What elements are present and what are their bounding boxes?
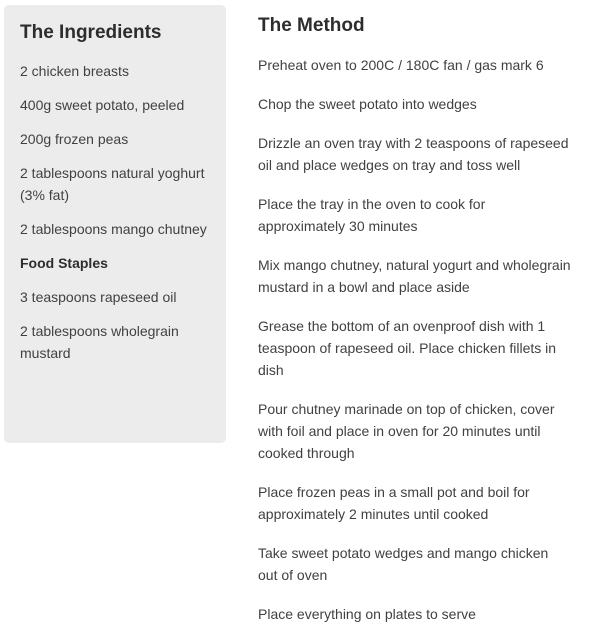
ingredients-panel xyxy=(4,5,226,443)
ingredient-item: 400g sweet potato, peeled xyxy=(20,97,185,113)
ingredient-item: 2 tablespoons mango chutney xyxy=(20,221,207,237)
method-step: Place everything on plates to serve xyxy=(258,606,476,622)
ingredients-list xyxy=(20,60,210,240)
method-section xyxy=(258,13,571,625)
food-staples-list xyxy=(20,286,210,364)
method-steps-list xyxy=(258,54,571,625)
ingredient-item: 2 chicken breasts xyxy=(20,63,129,79)
method-step: Preheat oven to 200C / 180C fan / gas mark 6 xyxy=(258,57,544,73)
method-step: Mix mango chutney, natural yogurt and wholegrain mustard in a bowl and place aside xyxy=(258,257,571,295)
method-step: Chop the sweet potato into wedges xyxy=(258,96,477,112)
method-step: Drizzle an oven tray with 2 teaspoons of rapeseed oil and place wedges on tray and toss well xyxy=(258,135,569,173)
method-step: Take sweet potato wedges and mango chicken out of oven xyxy=(258,545,549,583)
method-step: Grease the bottom of an ovenproof dish with 1 teaspoon of rapeseed oil. Place chicken fillets in dish xyxy=(258,318,557,378)
ingredient-item: 200g frozen peas xyxy=(20,131,129,147)
staple-item: 3 teaspoons rapeseed oil xyxy=(20,289,177,305)
ingredients-title: The Ingredients xyxy=(20,22,162,43)
ingredient-item: 2 tablespoons natural yoghurt (3% fat) xyxy=(20,165,205,203)
method-step: Place the tray in the oven to cook for approximately 30 minutes xyxy=(258,196,486,234)
method-title: The Method xyxy=(258,15,365,36)
staple-item: 2 tablespoons wholegrain mustard xyxy=(20,323,179,361)
food-staples-subheading: Food Staples xyxy=(20,255,108,271)
method-step: Place frozen peas in a small pot and boil for approximately 2 minutes until cooked xyxy=(258,484,530,522)
method-step: Pour chutney marinade on top of chicken, cover with foil and place in oven for 20 minutes until cooked through xyxy=(258,401,555,461)
